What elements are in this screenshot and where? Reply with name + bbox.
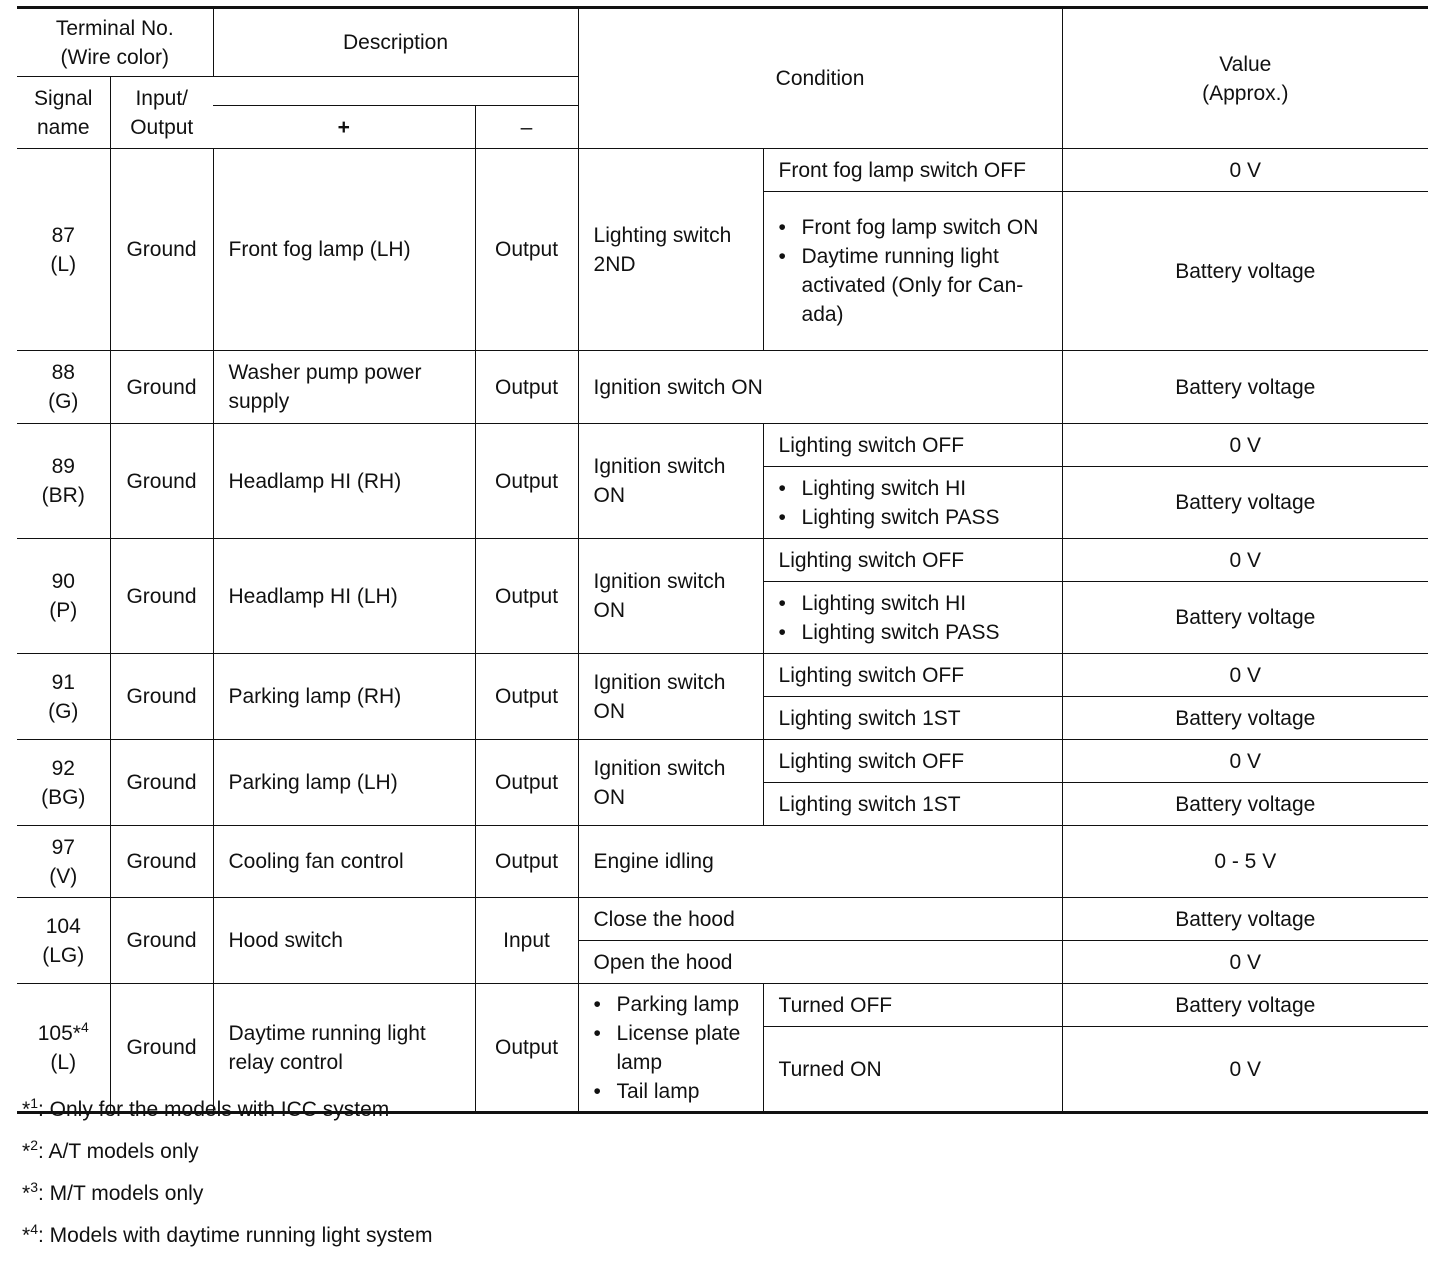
footnote-mark: * [72,1021,81,1045]
bullet-item: • Tail lamp [594,1077,748,1106]
ground-cell: Ground [110,654,213,740]
subcondition-cell: Turned ON [763,1027,1062,1113]
io-cell: Input [475,898,578,984]
bullet-item: • Lighting switch HI [779,589,1047,618]
terminal-cell [17,984,110,1113]
table-row [17,149,1428,192]
value-cell: 0 V [1062,654,1428,697]
footnote [22,1095,432,1124]
terminal-cell: 92 (BG) [17,740,110,826]
signal-cell: Hood switch [213,898,475,984]
terminal-cell: 87 (L) [17,149,110,351]
subcondition-cell: Turned OFF [763,984,1062,1027]
condition-cell: Open the hood [578,941,1062,984]
footnote-text: : A/T models only [37,1140,199,1163]
value-cell: 0 V [1062,740,1428,783]
subcondition-cell: Lighting switch 1ST [763,697,1062,740]
io-cell: Output [475,654,578,740]
io-cell: Output [475,351,578,424]
subcondition-cell: Lighting switch OFF [763,424,1062,467]
terminal-cell: 91 (G) [17,654,110,740]
terminal-table [17,6,1428,1114]
condition-cell: Ignition switch ON [578,424,763,539]
signal-cell: Headlamp HI (LH) [213,539,475,654]
footnote-text: : M/T models only [37,1182,204,1205]
footnote-mark: * [22,1224,31,1247]
bullet-item: • License plate lamp [594,1019,748,1077]
value-cell: Battery voltage [1062,984,1428,1027]
condition-header: Condition [578,8,1062,149]
table-row [17,424,1428,467]
io-cell: Output [475,424,578,539]
table-row [17,826,1428,898]
value-cell: 0 V [1062,941,1428,984]
footnote-text: : Only for the models with ICC system [37,1098,390,1121]
subcondition-cell [763,467,1062,539]
io-cell: Output [475,740,578,826]
table-row [17,898,1428,941]
table-row [17,984,1428,1027]
subcondition-cell: Front fog lamp switch OFF [763,149,1062,192]
header-row [17,8,1428,77]
signal-cell: Parking lamp (RH) [213,654,475,740]
ground-cell: Ground [110,424,213,539]
terminal-cell: 104 (LG) [17,898,110,984]
ground-cell: Ground [110,149,213,351]
footnote-number: 3 [30,1179,38,1195]
footnote [22,1221,432,1250]
table-row [17,539,1428,582]
subcondition-cell [763,192,1062,351]
value-cell: Battery voltage [1062,697,1428,740]
signal-cell: Front fog lamp (LH) [213,149,475,351]
subcondition-cell: Lighting switch 1ST [763,783,1062,826]
value-cell: 0 V [1062,149,1428,192]
footnote-mark: * [22,1098,31,1121]
value-cell: 0 - 5 V [1062,826,1428,898]
subcondition-cell: Lighting switch OFF [763,654,1062,697]
io-cell: Output [475,826,578,898]
footnote-number: 1 [30,1095,38,1111]
io-cell: Output [475,984,578,1113]
condition-cell: Close the hood [578,898,1062,941]
subcondition-cell [763,582,1062,654]
condition-cell: Ignition switch ON [578,740,763,826]
value-header: Value (Approx.) [1062,8,1428,149]
signal-cell: Headlamp HI (RH) [213,424,475,539]
bullet-item: • Front fog lamp switch ON [779,213,1047,242]
ground-cell: Ground [110,351,213,424]
footnotes [22,1095,432,1263]
terminal-number: 105 [37,1021,73,1045]
signal-cell: Washer pump power supply [213,351,475,424]
value-cell: Battery voltage [1062,783,1428,826]
footnote-number: 2 [30,1137,38,1153]
footnote [22,1137,432,1166]
bullet-item: • Daytime running light activated (Only for Can-ada) [779,242,1047,329]
footnote-ref: 4 [80,1018,89,1035]
terminal-cell: 89 (BR) [17,424,110,539]
table-row [17,740,1428,783]
terminal-cell: 97 (V) [17,826,110,898]
condition-cell: Ignition switch ON [578,539,763,654]
terminal-cell: 88 (G) [17,351,110,424]
footnote-number: 4 [30,1221,38,1237]
terminal-no-header: Terminal No. (Wire color) [17,8,213,77]
condition-cell: Ignition switch ON [578,351,1062,424]
footnote-text: : Models with daytime running light system [37,1224,433,1247]
ground-cell: Ground [110,826,213,898]
value-cell: 0 V [1062,424,1428,467]
value-cell: Battery voltage [1062,898,1428,941]
bullet-item: • Lighting switch PASS [779,618,1047,647]
minus-header: – [475,106,578,149]
signal-cell: Cooling fan control [213,826,475,898]
bullet-item: • Parking lamp [594,990,748,1019]
condition-cell: Ignition switch ON [578,654,763,740]
plus-header: + [213,106,475,149]
value-cell: 0 V [1062,539,1428,582]
subcondition-cell: Lighting switch OFF [763,539,1062,582]
table-row [17,351,1428,424]
input-output-header: Input/ Output [110,77,213,149]
io-cell: Output [475,539,578,654]
condition-cell [578,984,763,1113]
ground-cell: Ground [110,984,213,1113]
footnote-mark: * [22,1140,31,1163]
ground-cell: Ground [110,539,213,654]
terminal-cell: 90 (P) [17,539,110,654]
subcondition-cell: Lighting switch OFF [763,740,1062,783]
io-cell: Output [475,149,578,351]
signal-cell: Daytime running light relay control [213,984,475,1113]
ground-cell: Ground [110,898,213,984]
bullet-item: • Lighting switch PASS [779,503,1047,532]
condition-cell: Lighting switch 2ND [578,149,763,351]
signal-name-header: Signal name [17,77,110,149]
value-cell: Battery voltage [1062,582,1428,654]
footnote-mark: * [22,1182,31,1205]
value-cell: Battery voltage [1062,351,1428,424]
wire-color: (L) [50,1050,77,1074]
footnote [22,1179,432,1208]
value-cell: Battery voltage [1062,467,1428,539]
table-row [17,654,1428,697]
ground-cell: Ground [110,740,213,826]
value-cell: 0 V [1062,1027,1428,1113]
description-header: Description [213,8,578,77]
signal-cell: Parking lamp (LH) [213,740,475,826]
bullet-item: • Lighting switch HI [779,474,1047,503]
value-cell: Battery voltage [1062,192,1428,351]
condition-cell: Engine idling [578,826,1062,898]
